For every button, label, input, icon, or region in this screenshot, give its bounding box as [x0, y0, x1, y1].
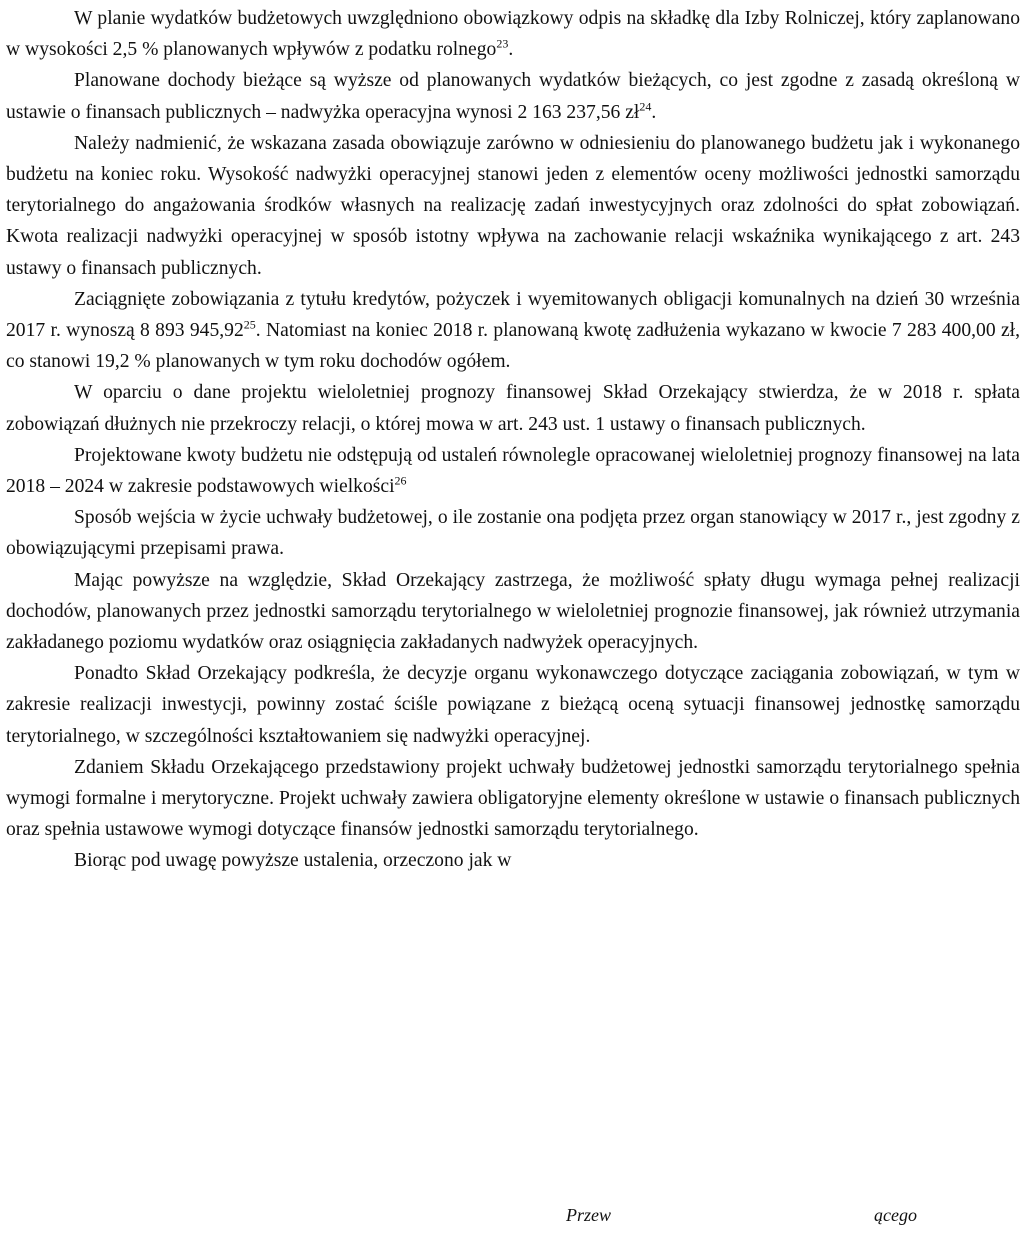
paragraph-splata-zobowiazan: W oparciu o dane projektu wieloletniej prognozy finansowej Skład Orzekający stwierdza, że w 2018 r. spłata zobowiązań dłużnych nie przekroczy relacji, o której mowa w art. 243 ust. 1 ustawy o finansach publicznych.	[6, 382, 1020, 435]
signature-fragment-left: Przew	[566, 1205, 611, 1225]
paragraph-zasada-budzetowa: Należy nadmienić, że wskazana zasada obowiązuje zarówno w odniesieniu do planowanego budżetu jak i wykonanego budżetu na koniec roku. Wysokość nadwyżki operacyjnej stanowi jeden z elementów oceny możliwości jednostki samorządu terytorialnego do angażowania środków własnych na realizację zadań inwestycyjnych oraz zdolności do spłat zobowiązań. Kwota realizacji nadwyżki operacyjnej w sposób istotny wpływa na zachowanie relacji wskaźnika wynikającego z art. 243 ustawy o finansach publicznych.	[6, 132, 1020, 279]
paragraph-wpf-zgodnosc: Projektowane kwoty budżetu nie odstępują od ustaleń równolegle opracowanej wieloletniej prognozy finansowej na lata 2018 – 2024 w zakresie podstawowych wielkości$^{26}$	[6, 444, 1020, 498]
paragraph-zastrzezenie: Mając powyższe na względzie, Skład Orzekający zastrzega, że możliwość spłaty długu wymaga pełnej realizacji dochodów, planowanych przez jednostki samorządu terytorialnego w wieloletniej prognozie finansowej, jak również utrzymania zakładanego poziomu wydatków oraz osiągnięcia zakładanych nadwyżek operacyjnych.	[6, 569, 1020, 654]
footnote-ref-25: 25	[243, 317, 256, 332]
paragraph-opinia: Zdaniem Składu Orzekającego przedstawiony projekt uchwały budżetowej jednostki samorządu terytorialnego spełnia wymogi formalne i merytoryczne. Projekt uchwały zawiera obligatoryjne elementy określone w ustawie o finansach publicznych oraz spełnia ustawowe wymogi dotyczące finansów jednostki samorządu terytorialnego.	[6, 756, 1020, 841]
paragraph-nadwyzka-operacyjna: Planowane dochody bieżące są wyższe od planowanych wydatków bieżących, co jest zgodne z zasadą określoną w ustawie o finansach publicznych – nadwyżka operacyjna wynosi 2 163 237,56 $zł^{24}$.	[6, 70, 1020, 123]
footnote-ref-23: 23	[496, 36, 509, 51]
paragraph-orzeczenie: Biorąc pod uwagę powyższe ustalenia, orzeczono jak w	[74, 850, 512, 872]
document-page	[6, 0, 1020, 877]
paragraph-izba-rolnicza: W planie wydatków budżetowych uwzględniono obowiązkowy odpis na składkę dla Izby Rolniczej, który zaplanowano w wysokości 2,5 % planowanych wpływów z podatku rolnego$^{23}$.	[6, 8, 1020, 61]
footnote-ref-26: 26	[394, 473, 407, 488]
paragraph-zobowiazania: Zaciągnięte zobowiązania z tytułu kredytów, pożyczek i wyemitowanych obligacji komunalnych na dzień 30 września 2017 r. wynoszą 8 893 945,92$^{25}$. Natomiast na koniec 2018 r. planowaną kwotę zadłużenia wykazano w kwocie 7 283 400,00 zł, co stanowi 19,2 % planowanych w tym roku dochodów ogółem.	[6, 288, 1020, 373]
footnote-ref-24: 24	[639, 99, 652, 114]
paragraph-wejscie-w-zycie: Sposób wejścia w życie uchwały budżetowej, o ile zostanie ona podjęta przez organ stanowiący w 2017 r., jest zgodny z obowiązującymi przepisami prawa.	[6, 507, 1020, 560]
signature-fragment-right: ącego	[874, 1205, 917, 1225]
paragraph-decyzje-organu: Ponadto Skład Orzekający podkreśla, że decyzje organu wykonawczego dotyczące zaciągania zobowiązań, w tym w zakresie realizacji inwestycji, powinny zostać ściśle powiązane z bieżącą oceną sytuacji finansowej jednostkę samorządu terytorialnego, w szczególności kształtowaniem się nadwyżki operacyjnej.	[6, 663, 1020, 747]
